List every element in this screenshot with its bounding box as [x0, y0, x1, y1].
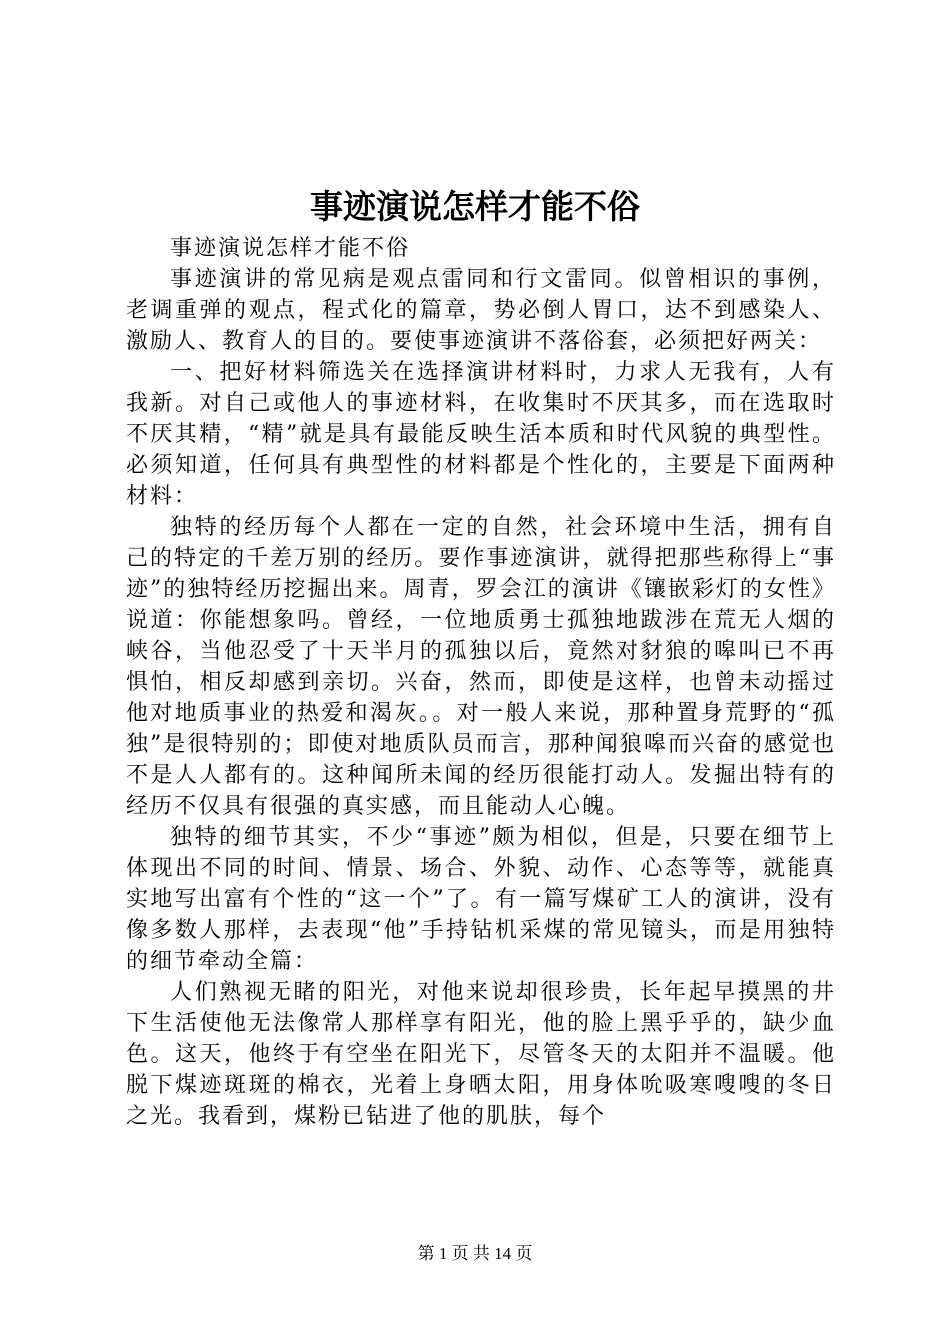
- paragraph: 一、把好材料筛选关在选择演讲材料时，力求人无我有，人有我新。对自己或他人的事迹材料，在收集时不厌其多，而在选取时不厌其精，“精”就是具有最能反映生活本质和时代风貌的典型性。必须知道，任何具有典型性的材料都是个性化的，主要是下面两种材料：: [126, 360, 836, 509]
- paragraph: 事迹演讲的常见病是观点雷同和行文雷同。似曾相识的事例，老调重弹的观点，程式化的篇章，势必倒人胃口，达不到感染人、激励人、教育人的目的。要使事迹演讲不落俗套，必须把好两关：: [126, 267, 836, 354]
- paragraph: 事迹演说怎样才能不俗: [170, 236, 411, 261]
- paragraph: 独特的细节其实，不少“事迹”颇为相似，但是，只要在细节上体现出不同的时间、情景、场合、外貌、动作、心态等等，就能真实地写出富有个性的“这一个”了。有一篇写煤矿工人的演讲，没有像多数人那样，去表现“他”手持钻机采煤的常见镜头，而是用独特的细节牵动全篇：: [126, 825, 836, 974]
- paragraph: 人们熟视无睹的阳光，对他来说却很珍贵，长年起早摸黑的井下生活使他无法像常人那样享有阳光，他的脸上黑乎乎的，缺少血色。这天，他终于有空坐在阳光下，尽管冬天的太阳并不温暖。他脱下煤迹斑斑的棉衣，光着上身晒太阳，用身体吮吸寒嗖嗖的冬日之光。我看到，煤粉已钻进了他的肌肤，每个: [126, 980, 836, 1129]
- page-footer: 第 1 页 共 14 页: [417, 1244, 533, 1263]
- paragraph: 独特的经历每个人都在一定的自然，社会环境中生活，拥有自己的特定的千差万别的经历。要作事迹演讲，就得把那些称得上“事迹”的独特经历挖掘出来。周青，罗会江的演讲《镶嵌彩灯的女性》说道：你能想象吗。曾经，一位地质勇士孤独地跋涉在荒无人烟的峡谷，当他忍受了十天半月的孤独以后，竟然对豺狼的嗥叫已不再惧怕，相反却感到亲切。兴奋，然而，即使是这样，也曾未动摇过他对地质事业的热爱和渴灰。。对一般人来说，那种置身荒野的“孤独”是很特别的；即使对地质队员而言，那种闻狼嗥而兴奋的感觉也不是人人都有的。这种闻所未闻的经历很能打动人。发掘出特有的经历不仅具有很强的真实感，而且能动人心魄。: [126, 515, 836, 819]
- document-body: [126, 233, 836, 1132]
- document-title: 事迹演说怎样才能不俗: [310, 187, 640, 226]
